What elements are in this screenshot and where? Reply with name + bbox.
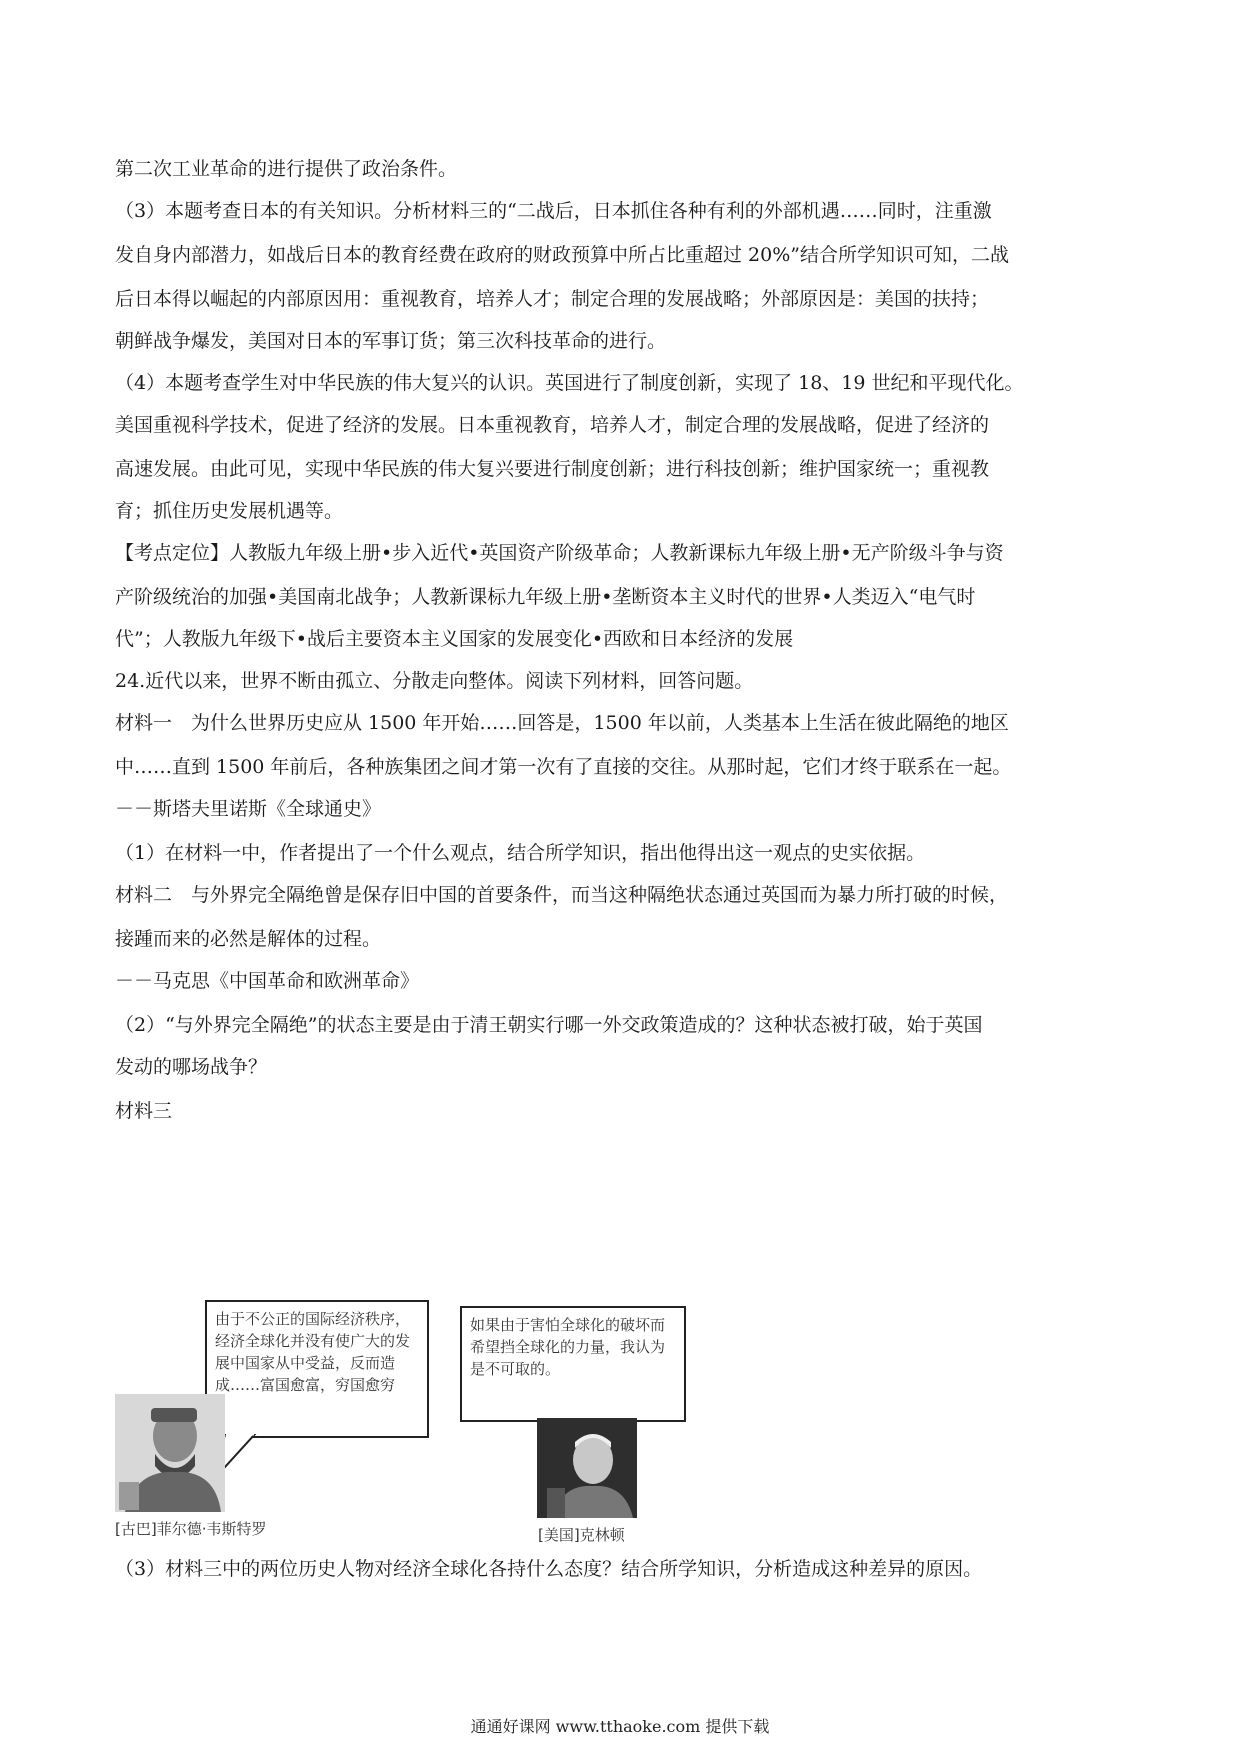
text-line: 发自身内部潜力，如战后日本的教育经费在政府的财政预算中所占比重超过 20%”结合所学知识可知，二战	[115, 244, 1009, 266]
material-one-text: 材料一 为什么世界历史应从 1500 年开始……回答是，1500 年以前，人类基本上生活在彼此隔绝的地区	[115, 712, 1009, 734]
question-1: （1）在材料一中，作者提出了一个什么观点，结合所学知识，指出他得出这一观点的史实依据。	[115, 842, 926, 864]
text-line: 朝鲜战争爆发，美国对日本的军事订货；第三次科技革命的进行。	[115, 330, 667, 352]
material-two-text: 接踵而来的必然是解体的过程。	[115, 928, 382, 950]
page-footer: 通通好课网 www.tthaoke.com 提供下载	[470, 1717, 770, 1736]
material-two-text: 材料二 与外界完全隔绝曾是保存旧中国的首要条件，而当这种隔绝状态通过英国而为暴力所打破的时候，	[115, 884, 1009, 906]
cartoon-figure	[115, 1300, 715, 1544]
right-speech-bubble	[460, 1306, 686, 1422]
left-caption: [古巴]菲尔德·韦斯特罗	[115, 1520, 267, 1538]
question-2: （2）“与外界完全隔绝”的状态主要是由于清王朝实行哪一外交政策造成的？这种状态被打破，始于英国	[115, 1014, 983, 1036]
text-line: （3）本题考查日本的有关知识。分析材料三的“二战后，日本抓住各种有利的外部机遇……同时，注重激	[115, 200, 992, 222]
right-caption: [美国]克林顿	[538, 1526, 625, 1544]
question-3: （3）材料三中的两位历史人物对经济全球化各持什么态度？结合所学知识，分析造成这种差异的原因。	[115, 1558, 983, 1580]
text-line: 第二次工业革命的进行提供了政治条件。	[115, 158, 458, 180]
person-silhouette-icon	[537, 1418, 637, 1518]
text-line: 高速发展。由此可见，实现中华民族的伟大复兴要进行制度创新；进行科技创新；维护国家统一；重视教	[115, 458, 990, 480]
right-bubble-text: 如果由于害怕全球化的破坏而希望挡全球化的力量，我认为是不可取的。	[470, 1316, 666, 1378]
clinton-photo	[537, 1418, 637, 1518]
left-speech-bubble	[205, 1300, 429, 1438]
material-one-text: 中……直到 1500 年前后，各种族集团之间才第一次有了直接的交往。从那时起，它们才终于联系在一起。	[115, 756, 1012, 778]
exam-point-line: 产阶级统治的加强•美国南北战争；人教新课标九年级上册•垄断资本主义时代的世界•人类迈入“电气时	[115, 586, 976, 608]
material-one-source: －－斯塔夫里诺斯《全球通史》	[115, 798, 382, 820]
text-line: 后日本得以崛起的内部原因用：重视教育，培养人才；制定合理的发展战略；外部原因是：美国的扶持；	[115, 288, 990, 310]
exam-point-line: 【考点定位】人教版九年级上册•步入近代•英国资产阶级革命；人教新课标九年级上册•无产阶级斗争与资	[115, 542, 1004, 564]
person-silhouette-icon	[115, 1394, 225, 1512]
question-2: 发动的哪场战争？	[115, 1056, 268, 1078]
exam-point-line: 代”；人教版九年级下•战后主要资本主义国家的发展变化•西欧和日本经济的发展	[115, 628, 794, 650]
question-title: 24.近代以来，世界不断由孤立、分散走向整体。阅读下列材料，回答问题。	[115, 670, 754, 692]
left-bubble-text: 由于不公正的国际经济秩序，经济全球化并没有使广大的发展中国家从中受益，反而造成……富国愈富，穷国愈穷	[215, 1310, 411, 1394]
castro-photo	[115, 1394, 225, 1512]
material-three-label: 材料三	[115, 1100, 173, 1122]
text-line: 美国重视科学技术，促进了经济的发展。日本重视教育，培养人才，制定合理的发展战略，促进了经济的	[115, 414, 990, 436]
material-two-source: －－马克思《中国革命和欧洲革命》	[115, 970, 420, 992]
text-line: 育；抓住历史发展机遇等。	[115, 500, 344, 522]
text-line: （4）本题考查学生对中华民族的伟大复兴的认识。英国进行了制度创新，实现了 18、19 世纪和平现代化。	[115, 372, 1024, 394]
